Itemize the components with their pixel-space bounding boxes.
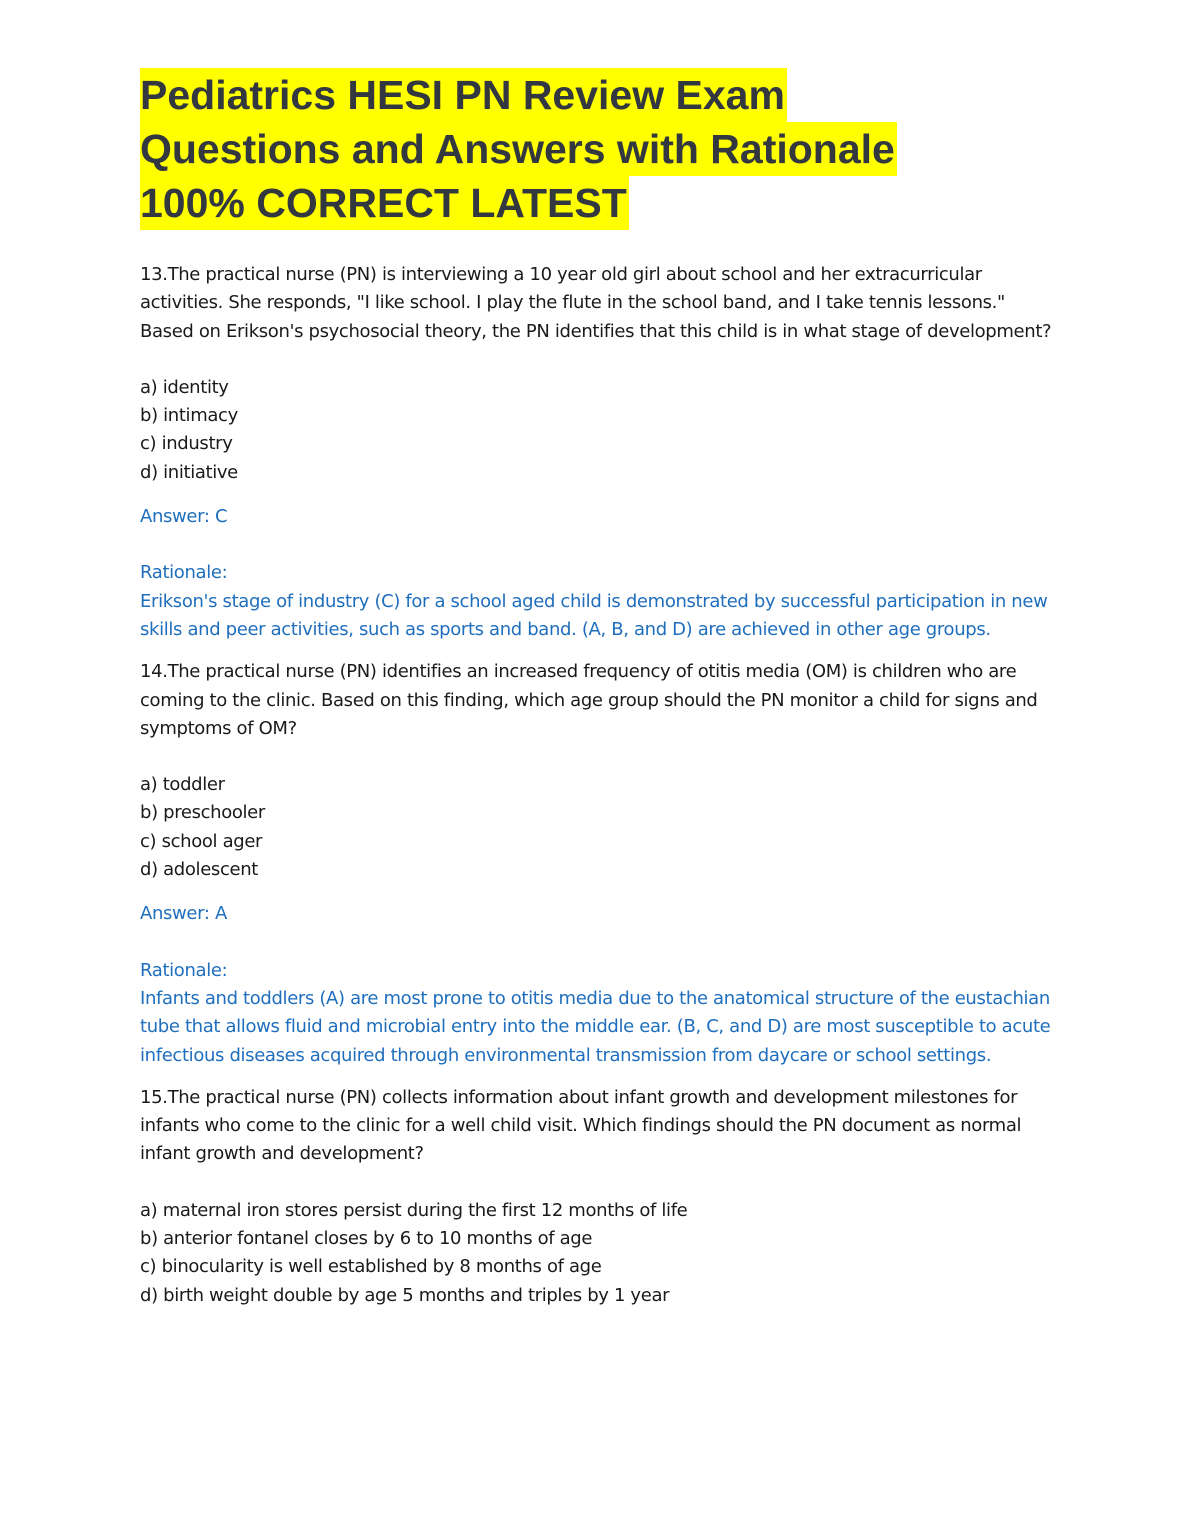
document-page <box>140 68 1060 1326</box>
option-a: a) toddler <box>140 774 225 796</box>
option-d: d) initiative <box>140 461 238 483</box>
rationale-block <box>140 957 1060 1070</box>
answer-line: Answer: A <box>140 903 227 925</box>
rationale-label: Rationale: <box>140 959 228 981</box>
question-block-14 <box>140 658 1060 1070</box>
option-b: b) preschooler <box>140 802 265 824</box>
options-list <box>140 771 1060 884</box>
question-text: 14.The practical nurse (PN) identifies an increased frequency of otitis media (OM) is children who are coming to the clinic. Based on this finding, which age group should the PN monitor a child for signs and symptoms of OM? <box>140 661 1038 739</box>
question-text: 15.The practical nurse (PN) collects information about infant growth and development milestones for infants who come to the clinic for a well child visit. Which findings should the PN document as normal infant growth and development? <box>140 1086 1022 1165</box>
option-d: d) adolescent <box>140 859 258 881</box>
option-c: c) binocularity is well established by 8 months of age <box>140 1256 602 1278</box>
option-a: a) maternal iron stores persist during the first 12 months of life <box>140 1199 688 1221</box>
option-b: b) intimacy <box>140 405 238 427</box>
rationale-label: Rationale: <box>140 562 228 584</box>
rationale-text: Erikson's stage of industry (C) for a school aged child is demonstrated by successful participation in new skills and peer activities, such as sports and band. (A, B, and D) are achieved in other age groups. <box>140 590 1048 640</box>
question-block-15 <box>140 1084 1060 1310</box>
title-line-1: Pediatrics HESI PN Review Exam <box>140 68 787 122</box>
options-list <box>140 374 1060 487</box>
option-d: d) birth weight double by age 5 months and triples by 1 year <box>140 1284 670 1306</box>
option-c: c) industry <box>140 433 233 455</box>
option-b: b) anterior fontanel closes by 6 to 10 months of age <box>140 1228 593 1250</box>
option-c: c) school ager <box>140 830 263 852</box>
title-line-2: Questions and Answers with Rationale <box>140 122 897 176</box>
question-text: 13.The practical nurse (PN) is interviewing a 10 year old girl about school and her extracurricular activities. She responds, "I like school. I play the flute in the school band, and I take tennis lessons." Based on Erikson's psychosocial theory, the PN identifies that this child is in what stage of development? <box>140 264 1052 342</box>
rationale-block <box>140 559 1060 644</box>
rationale-text: Infants and toddlers (A) are most prone to otitis media due to the anatomical structure of the eustachian tube that allows fluid and microbial entry into the middle ear. (B, C, and D) are most susceptible to acute infectious diseases acquired through environmental transmission from daycare or school settings. <box>140 987 1051 1066</box>
title-line-3: 100% CORRECT LATEST <box>140 176 629 230</box>
options-list <box>140 1197 1060 1310</box>
answer-line: Answer: C <box>140 506 228 528</box>
option-a: a) identity <box>140 376 229 398</box>
document-title <box>140 68 1060 230</box>
question-block-13 <box>140 261 1060 644</box>
